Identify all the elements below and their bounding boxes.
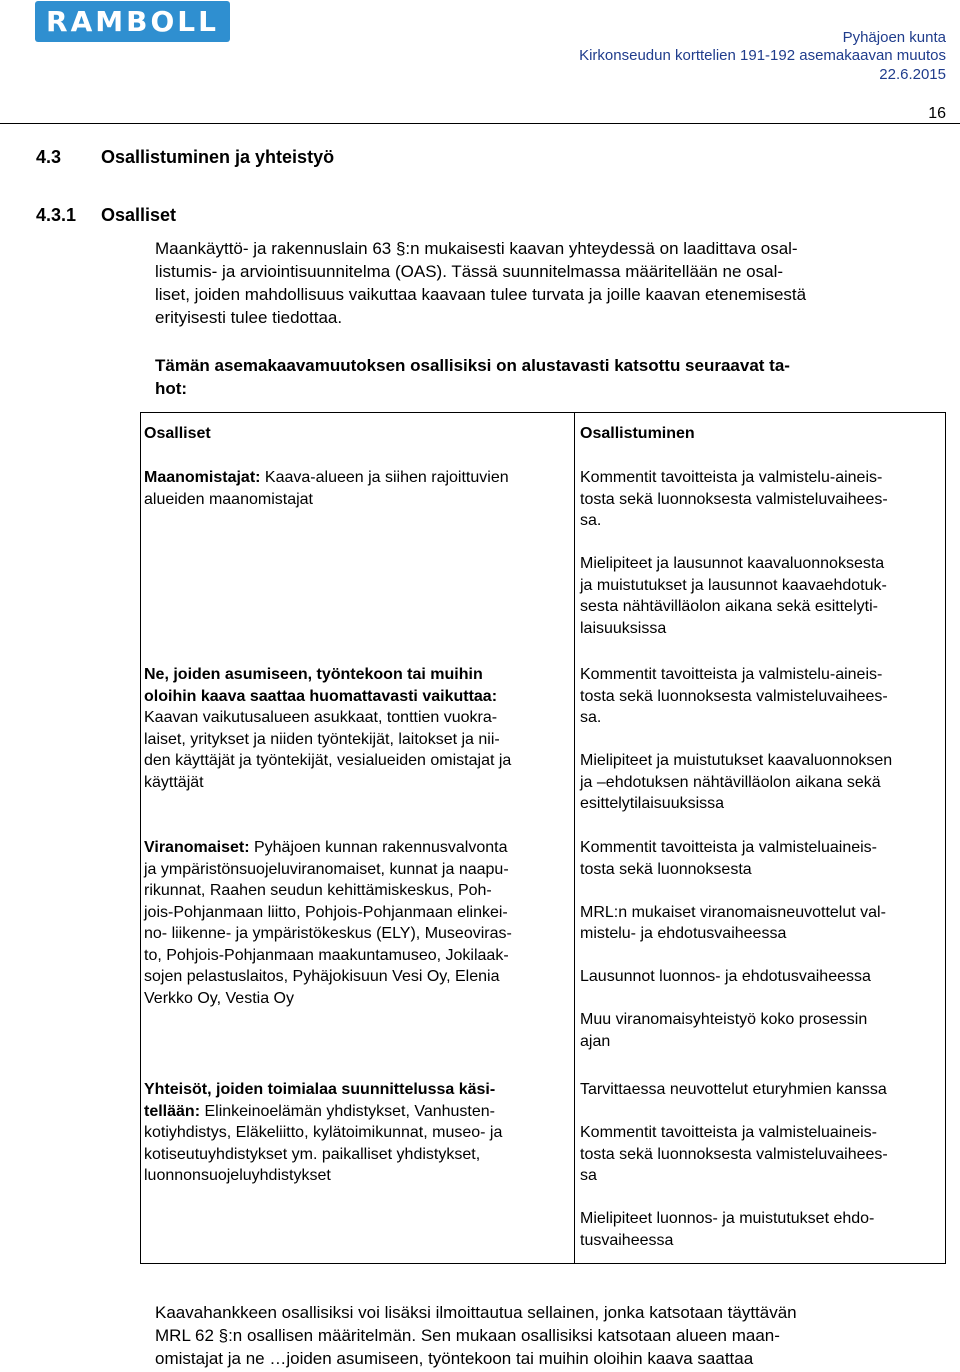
cell-line: [144, 837, 572, 859]
cell-bold-label: Maanomistajat:: [144, 469, 261, 486]
cell-line: ajan: [580, 1032, 611, 1050]
header-divider: [0, 123, 960, 124]
cell-text: Elinkeinoelämän yhdistykset, Vanhusten-: [200, 1102, 495, 1120]
cell-line: sa.: [580, 512, 602, 529]
page-number: 16: [928, 105, 946, 122]
cell-line: laiset, yritykset ja niiden työntekijät, laitokset ja nii-: [144, 730, 500, 748]
cell-line: ja muistutukset ja lausunnot kaavaehdotuk-: [580, 576, 887, 594]
cell-line: Tarvittaessa neuvottelut eturyhmien kanssa: [580, 1081, 887, 1098]
closing-line: Kaavahankkeen osallisiksi voi lisäksi ilmoittautua sellainen, jonka katsotaan täyttävän: [155, 1303, 797, 1322]
cell-line: [580, 532, 944, 554]
ramboll-logo: [35, 1, 230, 42]
cell-line: tusvaiheessa: [580, 1231, 674, 1249]
cell-line: luonnonsuojeluyhdistykset: [144, 1167, 331, 1184]
table-row-landowners-right: [580, 467, 944, 639]
section-number: 4.3: [36, 147, 62, 167]
cell-line: Kommentit tavoitteista ja valmisteluaineis-: [580, 839, 878, 856]
cell-line: Mielipiteet ja muistutukset kaavaluonnoksen: [580, 752, 893, 769]
cell-line: käyttäjät: [144, 773, 204, 791]
cell-line: tosta sekä luonnoksesta valmisteluvaihees-: [580, 490, 888, 508]
header-date: 22.6.2015: [879, 66, 946, 83]
cell-line: Mielipiteet ja lausunnot kaavaluonnoksesta: [580, 555, 885, 572]
table-row-landowners-left: [144, 467, 572, 510]
cell-line: [580, 1101, 944, 1123]
cell-text: Pyhäjoen kunnan rakennusvalvonta: [249, 839, 508, 856]
cell-line: Kaavan vaikutusalueen asukkaat, tonttien vuokra-: [144, 709, 498, 726]
cell-line: [580, 988, 944, 1010]
cell-line: Kommentit tavoitteista ja valmistelu-aineis-: [580, 666, 883, 683]
cell-line: to, Pohjois-Pohjanmaan maakuntamuseo, Jokilaak-: [144, 946, 509, 964]
cell-line: esittelytilaisuuksissa: [580, 795, 725, 812]
intro-paragraph: [155, 237, 950, 329]
cell-line: Kommentit tavoitteista ja valmisteluaineis-: [580, 1124, 878, 1141]
intro-line: listumis- ja arviointisuunnitelma (OAS). Tässä suunnitelmassa määritellään ne osal-: [155, 262, 784, 281]
lead-line: hot:: [155, 379, 188, 398]
header-municipality: Pyhäjoen kunta: [842, 29, 946, 46]
table-row-residents-right: [580, 664, 944, 815]
table-row-organisations-right: [580, 1079, 944, 1251]
closing-line: omistajat ja ne …joiden asumiseen, työntekoon tai muihin oloihin kaava saattaa: [155, 1349, 754, 1368]
closing-line: MRL 62 §:n osallisen määritelmän. Sen mukaan osallisiksi katsotaan alueen maan-: [155, 1326, 780, 1345]
cell-line: sesta nähtävilläolon aikana sekä esittelyti-: [580, 598, 878, 615]
cell-line: kotiyhdistys, Eläkeliitto, kylätoimikunnat, museo- ja: [144, 1124, 503, 1141]
table-row-organisations-left: [144, 1079, 572, 1187]
cell-line: [144, 467, 572, 489]
cell-line: sa: [580, 1167, 597, 1184]
header-project: Kirkonseudun korttelien 191-192 asemakaavan muutos: [579, 47, 946, 64]
cell-line: tosta sekä luonnoksesta: [580, 860, 752, 878]
cell-line: Mielipiteet luonnos- ja muistutukset ehdo-: [580, 1210, 875, 1227]
cell-line: Muu viranomaisyhteistyö koko prosessin: [580, 1011, 868, 1028]
subsection-title: Osalliset: [101, 205, 177, 225]
cell-line: oloihin kaava saattaa huomattavasti vaikuttaa:: [144, 687, 498, 705]
cell-bold-label: tellään:: [144, 1102, 201, 1120]
cell-line: MRL:n mukaiset viranomaisneuvottelut val-: [580, 903, 886, 921]
table-header-osalliset: Osalliset: [144, 425, 211, 442]
cell-line: jois-Pohjanmaan liitto, Pohjois-Pohjanmaan elinkei-: [144, 903, 508, 921]
cell-line: den käyttäjät ja työntekijät, vesialueiden omistajat ja: [144, 752, 512, 769]
logo-text: RAMBOLL: [46, 5, 219, 38]
cell-line: Verkko Oy, Vestia Oy: [144, 989, 294, 1007]
lead-line: Tämän asemakaavamuutoksen osallisiksi on alustavasti katsottu seuraavat ta-: [155, 356, 790, 375]
cell-bold-label: Viranomaiset:: [144, 839, 250, 856]
table-row-authorities-left: [144, 837, 572, 1009]
intro-line: Maankäyttö- ja rakennuslain 63 §:n mukaisesti kaavan yhteydessä on laadittava osal-: [155, 239, 798, 258]
intro-line: erityisesti tulee tiedottaa.: [155, 308, 343, 327]
cell-line: sojen pelastuslaitos, Pyhäjokisuun Vesi Oy, Elenia: [144, 968, 500, 985]
cell-line: [580, 880, 944, 902]
cell-line: kotiseutuyhdistykset ym. paikalliset yhdistykset,: [144, 1145, 481, 1163]
cell-line: tosta sekä luonnoksesta valmisteluvaihees-: [580, 1145, 888, 1163]
cell-line: [144, 1101, 572, 1123]
cell-line: Ne, joiden asumiseen, työntekoon tai muihin: [144, 666, 483, 683]
cell-line: tosta sekä luonnoksesta valmisteluvaihees-: [580, 687, 888, 705]
cell-line: mistelu- ja ehdotusvaiheessa: [580, 925, 787, 942]
cell-line: no- liikenne- ja ympäristökeskus (ELY), Museoviras-: [144, 925, 512, 942]
cell-line: [580, 945, 944, 967]
cell-line: Kommentit tavoitteista ja valmistelu-aineis-: [580, 469, 883, 486]
cell-line: Yhteisöt, joiden toimialaa suunnittelussa käsi-: [144, 1081, 496, 1098]
subsection-number: 4.3.1: [36, 205, 77, 225]
cell-text: Kaava-alueen ja siihen rajoittuvien: [260, 469, 509, 486]
table-header-osallistuminen: Osallistuminen: [580, 425, 695, 442]
cell-line: ja ympäristönsuojeluviranomaiset, kunnat ja naapu-: [144, 860, 509, 878]
cell-line: [580, 729, 944, 751]
table-row-residents-left: [144, 664, 572, 793]
cell-line: sa.: [580, 709, 602, 726]
cell-line: [580, 1187, 944, 1209]
closing-paragraph: [155, 1301, 950, 1370]
cell-line: alueiden maanomistajat: [144, 490, 313, 508]
table-row-authorities-right: [580, 837, 944, 1052]
lead-paragraph: [155, 354, 950, 400]
cell-line: rikunnat, Raahen seudun kehittämiskeskus, Poh-: [144, 882, 492, 899]
table-column-divider: [574, 412, 575, 1264]
section-title: Osallistuminen ja yhteistyö: [101, 147, 335, 167]
cell-line: Lausunnot luonnos- ja ehdotusvaiheessa: [580, 968, 871, 985]
intro-line: liset, joiden mahdollisuus vaikuttaa kaavaan tulee turvata ja joille kaavan etenemisestä: [155, 285, 807, 304]
cell-line: laisuuksissa: [580, 619, 667, 637]
cell-line: ja –ehdotuksen nähtävilläolon aikana sekä: [580, 773, 881, 791]
